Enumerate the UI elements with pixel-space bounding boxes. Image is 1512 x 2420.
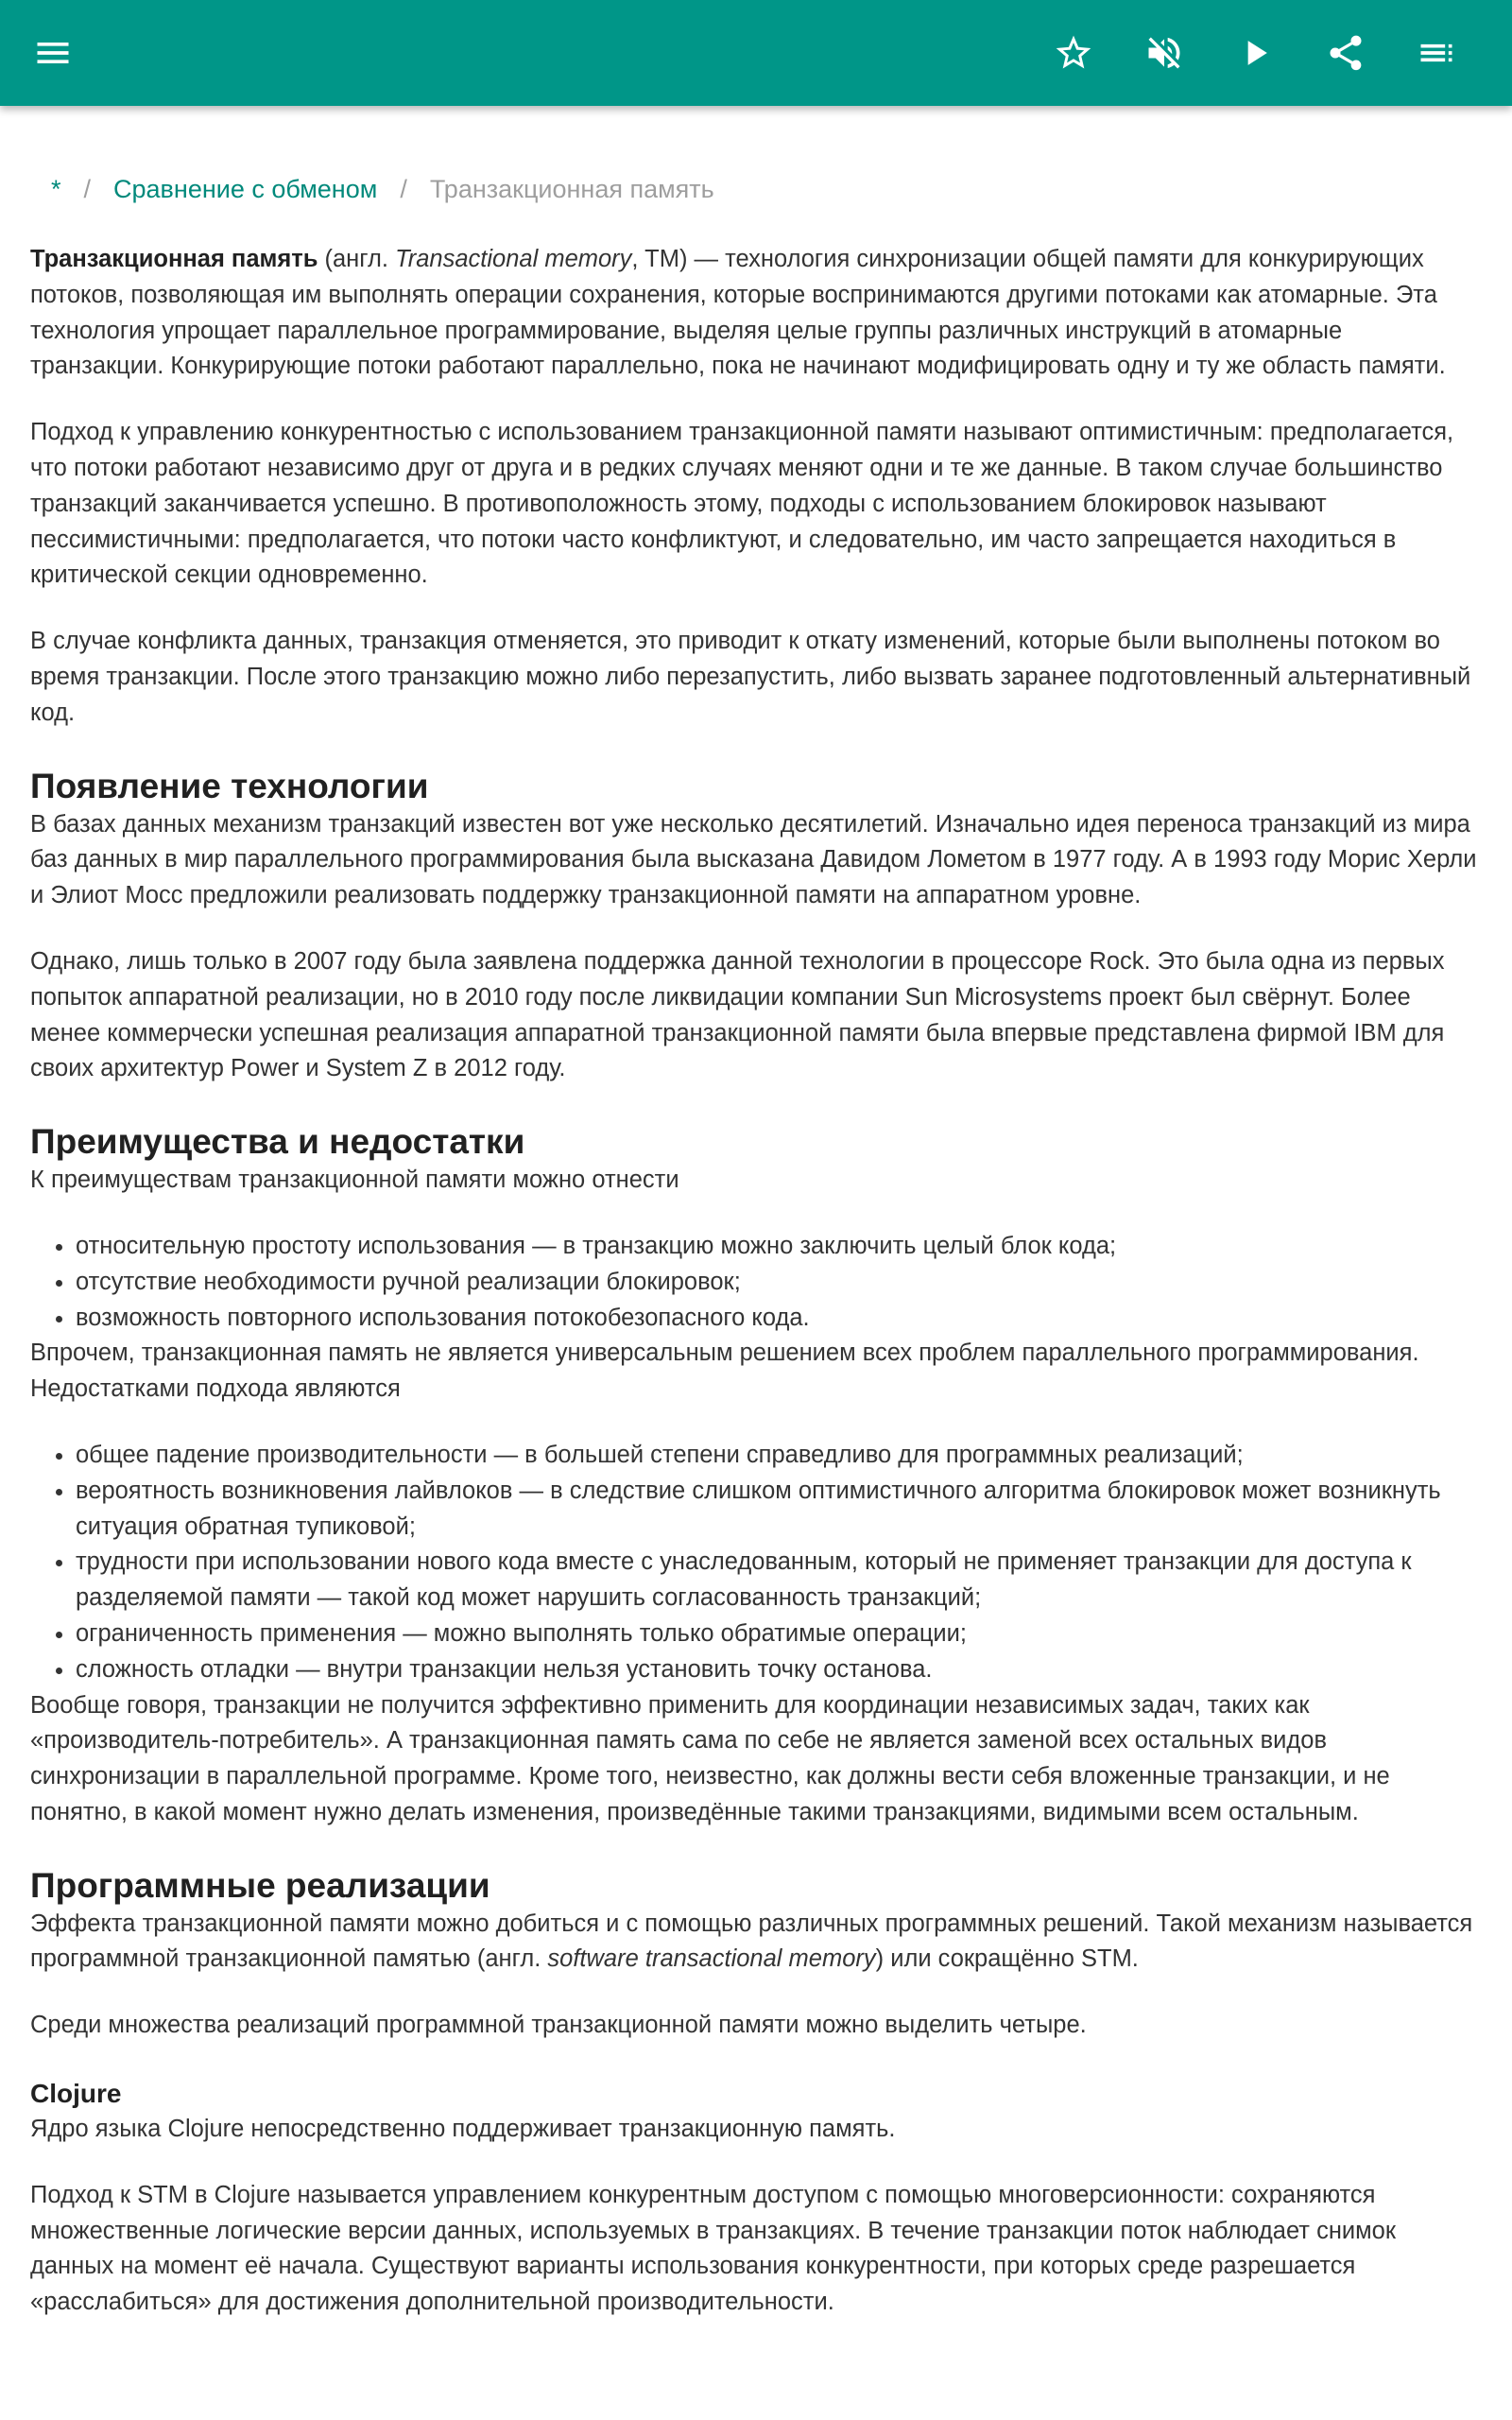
menu-icon[interactable] <box>26 26 79 79</box>
share-icon[interactable] <box>1319 26 1372 79</box>
paragraph: В базах данных механизм транзакций известен вот уже несколько десятилетий. Изначально идея переноса транзакций из мира баз данных в мир параллельного программирования была высказана Давидом Лометом в 1977 году. А в 1993 году Морис Херли и Элиот Мосс предложили реализовать поддержку транзакционной памяти на аппаратном уровне. <box>30 810 1477 909</box>
breadcrumb-current: Транзакционная память <box>429 175 714 203</box>
intro-paragraph <box>30 242 1482 385</box>
term-italic: software transactional memory <box>547 1945 876 1973</box>
section-heading-pros-cons: Преимущества и недостатки <box>30 1122 525 1162</box>
star-outline-icon[interactable] <box>1047 26 1100 79</box>
paragraph: Впрочем, транзакционная память не является универсальным решением всех проблем параллельного программирования. Недостатками подхода являются <box>30 1340 1419 1403</box>
list-item: • трудности при использовании нового кода вместе с унаследованным, который не применяет транзакции для доступа к разделяемой памяти — такой код может нарушить согласованность транзакций; <box>76 1545 1482 1616</box>
section-heading-history: Появление технологии <box>30 766 429 805</box>
article <box>30 106 1482 2321</box>
list-item: • возможность повторного использования потокобезопасного кода. <box>76 1301 1482 1337</box>
breadcrumb <box>30 170 1482 208</box>
text: , TM) — технология синхронизации общей памяти для конкурирующих потоков, позволяющая им выполнять операции сохранения, которые воспринимаются другими потоками как атомарные. Эта технология упрощает параллельное программирование, выделяя целые группы различных инструкций в атомарные транзакции. Конкурирующие потоки работают параллельно, пока не начинают модифицировать одну и ту же область памяти. <box>30 246 1446 380</box>
breadcrumb-separator: / <box>400 175 407 203</box>
paragraph: Однако, лишь только в 2007 году была заявлена поддержка данной технологии в процессоре Rock. Это была одна из первых попыток аппаратной реализации, но в 2010 году после ликвидации компании Sun Microsystems проект был свёрнут. Более менее коммерчески успешная реализация аппаратной транзакционной памяти была впервые представлена фирмой IBM для своих архитектур Power и System Z в 2012 году. <box>30 947 1445 1082</box>
list-item: • отсутствие необходимости ручной реализации блокировок; <box>76 1265 1482 1301</box>
list-item: • относительную простоту использования — в транзакцию можно заключить целый блок кода; <box>76 1229 1482 1265</box>
list-item: • сложность отладки — внутри транзакции нельзя установить точку останова. <box>76 1652 1482 1688</box>
list-item: • вероятность возникновения лайвлоков — в следствие слишком оптимистичного алгоритма блокировок может возникнуть ситуация обратная тупиковой; <box>76 1474 1482 1546</box>
paragraph: К преимуществам транзакционной памяти можно отнести <box>30 1167 679 1194</box>
text: ) или сокращённо STM. <box>875 1945 1139 1973</box>
subsection-heading-clojure: Clojure <box>30 2079 122 2109</box>
play-icon[interactable] <box>1228 26 1281 79</box>
paragraph: Подход к управлению конкурентностью с использованием транзакционной памяти называют оптимистичным: предполагается, что потоки работают независимо друг от друга и в редких случаях меняют одни и те же данные. В таком случае большинство транзакций заканчивается успешно. В противоположность этому, подходы с использованием блокировок называют пессимистичными: предполагается, что потоки часто конфликтуют, и следовательно, им часто запрещается находиться в критической секции одновременно. <box>30 419 1454 589</box>
term-bold: Транзакционная память <box>30 246 318 272</box>
section-heading-software: Программные реализации <box>30 1865 490 1905</box>
volume-off-icon[interactable] <box>1138 26 1191 79</box>
paragraph: В случае конфликта данных, транзакция отменяется, это приводит к откату изменений, которые были выполнены потоком во время транзакции. После этого транзакцию можно либо перезапустить, либо вызвать заранее подготовленный альтернативный код. <box>30 628 1471 726</box>
paragraph: Ядро языка Clojure непосредственно поддерживает транзакционную память. <box>30 2116 896 2143</box>
playlist-icon[interactable] <box>1410 26 1463 79</box>
paragraph: Среди множества реализаций программной транзакционной памяти можно выделить четыре. <box>30 2012 1087 2039</box>
paragraph: Подход к STM в Clojure называется управлением конкурентным доступом с помощью многоверсионности: сохраняются множественные логические версии данных, используемых в транзакциях. В течение транзакции поток наблюдает снимок данных на момент её начала. Существуют варианты использования конкурентности, при которых среде разрешается «расслабиться» для достижения дополнительной производительности. <box>30 2181 1397 2316</box>
paragraph <box>30 1907 1482 1979</box>
list-item: • ограниченность применения — можно выполнять только обратимые операции; <box>76 1616 1482 1652</box>
paragraph: Вообще говоря, транзакции не получится эффективно применить для координации независимых задач, таких как «производитель-потребитель». А транзакционная память сама по себе не является заменой всех остальных видов синхронизации в параллельной программе. Кроме того, неизвестно, как должны вести себя вложенные транзакции, и не понятно, в какой момент нужно делать изменения, произведённые такими транзакциями, видимыми всем остальным. <box>30 1691 1390 1825</box>
text: Эффекта транзакционной памяти можно добиться и с помощью различных программных решений. Такой механизм называется программной транзакционной памятью (англ. <box>30 1910 1473 1973</box>
breadcrumb-parent-link[interactable]: Сравнение с обменом <box>113 175 378 203</box>
pros-list <box>30 1229 1482 1336</box>
cons-list <box>30 1438 1482 1688</box>
term-italic: Transactional memory <box>395 246 632 272</box>
text: (англ. <box>318 246 396 272</box>
app-toolbar <box>0 0 1512 106</box>
breadcrumb-separator: / <box>83 175 92 203</box>
list-item: • общее падение производительности — в большей степени справедливо для программных реализаций; <box>76 1438 1482 1474</box>
breadcrumb-home-link[interactable]: * <box>51 175 61 203</box>
